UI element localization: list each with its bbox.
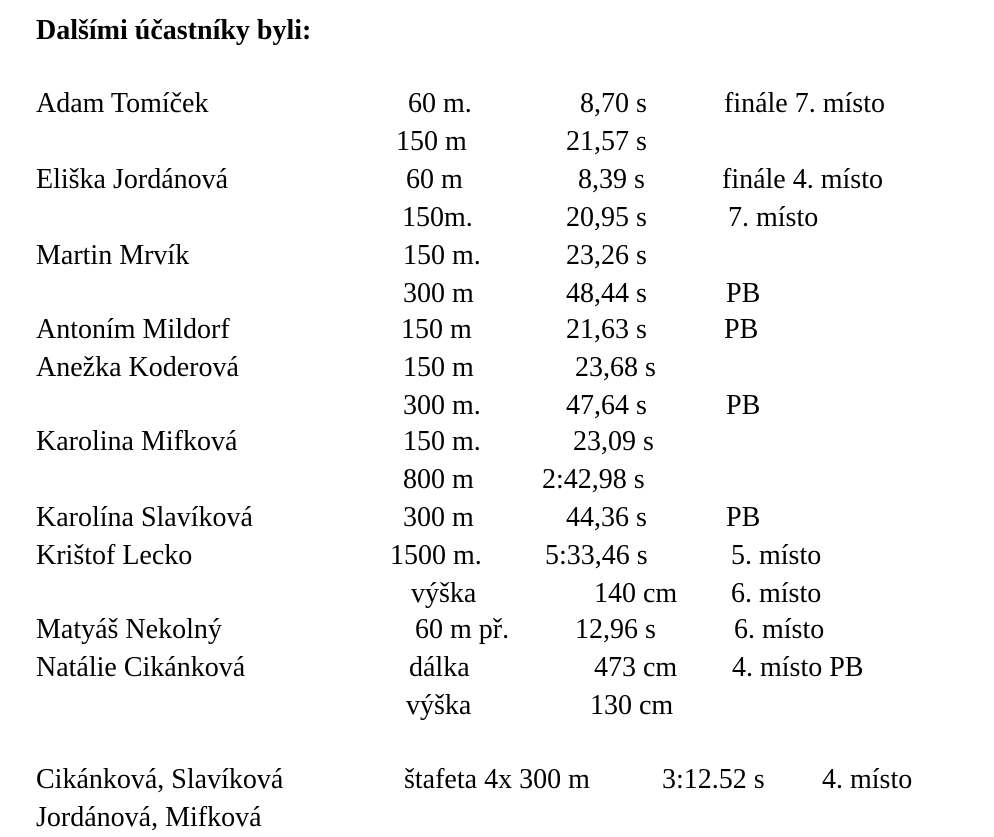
placement-note: PB [726,502,761,533]
event-label: 60 m [406,164,463,195]
result-value: 473 cm [594,652,678,683]
event-label: 150m. [402,202,473,233]
event-label: dálka [409,652,470,683]
result-value: 20,95 s [566,202,647,233]
event-label: 150 m. [403,426,481,457]
athlete-name: Anežka Koderová [36,352,239,383]
result-value: 21,57 s [566,126,647,157]
result-value: 23,68 s [575,352,656,383]
placement-note: PB [726,278,761,309]
event-label: 300 m [403,278,474,309]
athlete-name: Krištof Lecko [36,540,193,571]
result-value: 44,36 s [566,502,647,533]
result-value: 12,96 s [575,614,656,645]
event-label: 800 m [403,464,474,495]
athlete-name: Karolína Slavíková [36,502,253,533]
placement-note: 4. místo PB [732,652,864,683]
relay-result: 3:12.52 s [662,764,765,795]
placement-note: 7. místo [728,202,819,233]
event-label: 150 m [396,126,467,157]
result-value: 130 cm [590,690,674,721]
result-value: 23,09 s [573,426,654,457]
placement-note: finále 7. místo [724,88,885,119]
placement-note: 6. místo [734,614,825,645]
result-value: 48,44 s [566,278,647,309]
event-label: 300 m. [403,390,481,421]
result-value: 23,26 s [566,240,647,271]
event-label: výška [411,578,477,609]
relay-team-names: Jordánová, Mifková [36,802,262,833]
relay-event: štafeta 4x 300 m [404,764,590,795]
result-value: 2:42,98 s [542,464,645,495]
event-label: 150 m [403,352,474,383]
athlete-name: Karolina Mifková [36,426,238,457]
event-label: 60 m. [408,88,472,119]
result-value: 47,64 s [566,390,647,421]
event-label: 60 m př. [415,614,510,645]
result-value: 5:33,46 s [545,540,648,571]
athlete-name: Natálie Cikánková [36,652,246,683]
result-value: 140 cm [594,578,678,609]
event-label: 150 m [401,314,472,345]
placement-note: finále 4. místo [722,164,883,195]
placement-note: 5. místo [731,540,822,571]
athlete-name: Antoním Mildorf [36,314,230,345]
placement-note: PB [724,314,759,345]
result-value: 8,70 s [580,88,647,119]
result-value: 21,63 s [566,314,647,345]
placement-note: PB [726,390,761,421]
event-label: 150 m. [403,240,481,271]
relay-team-names: Cikánková, Slavíková [36,764,284,795]
result-value: 8,39 s [578,164,645,195]
athlete-name: Adam Tomíček [36,88,209,119]
event-label: výška [406,690,472,721]
athlete-name: Matyáš Nekolný [36,614,222,645]
event-label: 300 m [403,502,474,533]
relay-placement: 4. místo [822,764,913,795]
event-label: 1500 m. [390,540,482,571]
placement-note: 6. místo [731,578,822,609]
section-heading: Dalšími účastníky byli: [36,15,312,46]
athlete-name: Martin Mrvík [36,240,190,271]
athlete-name: Eliška Jordánová [36,164,229,195]
